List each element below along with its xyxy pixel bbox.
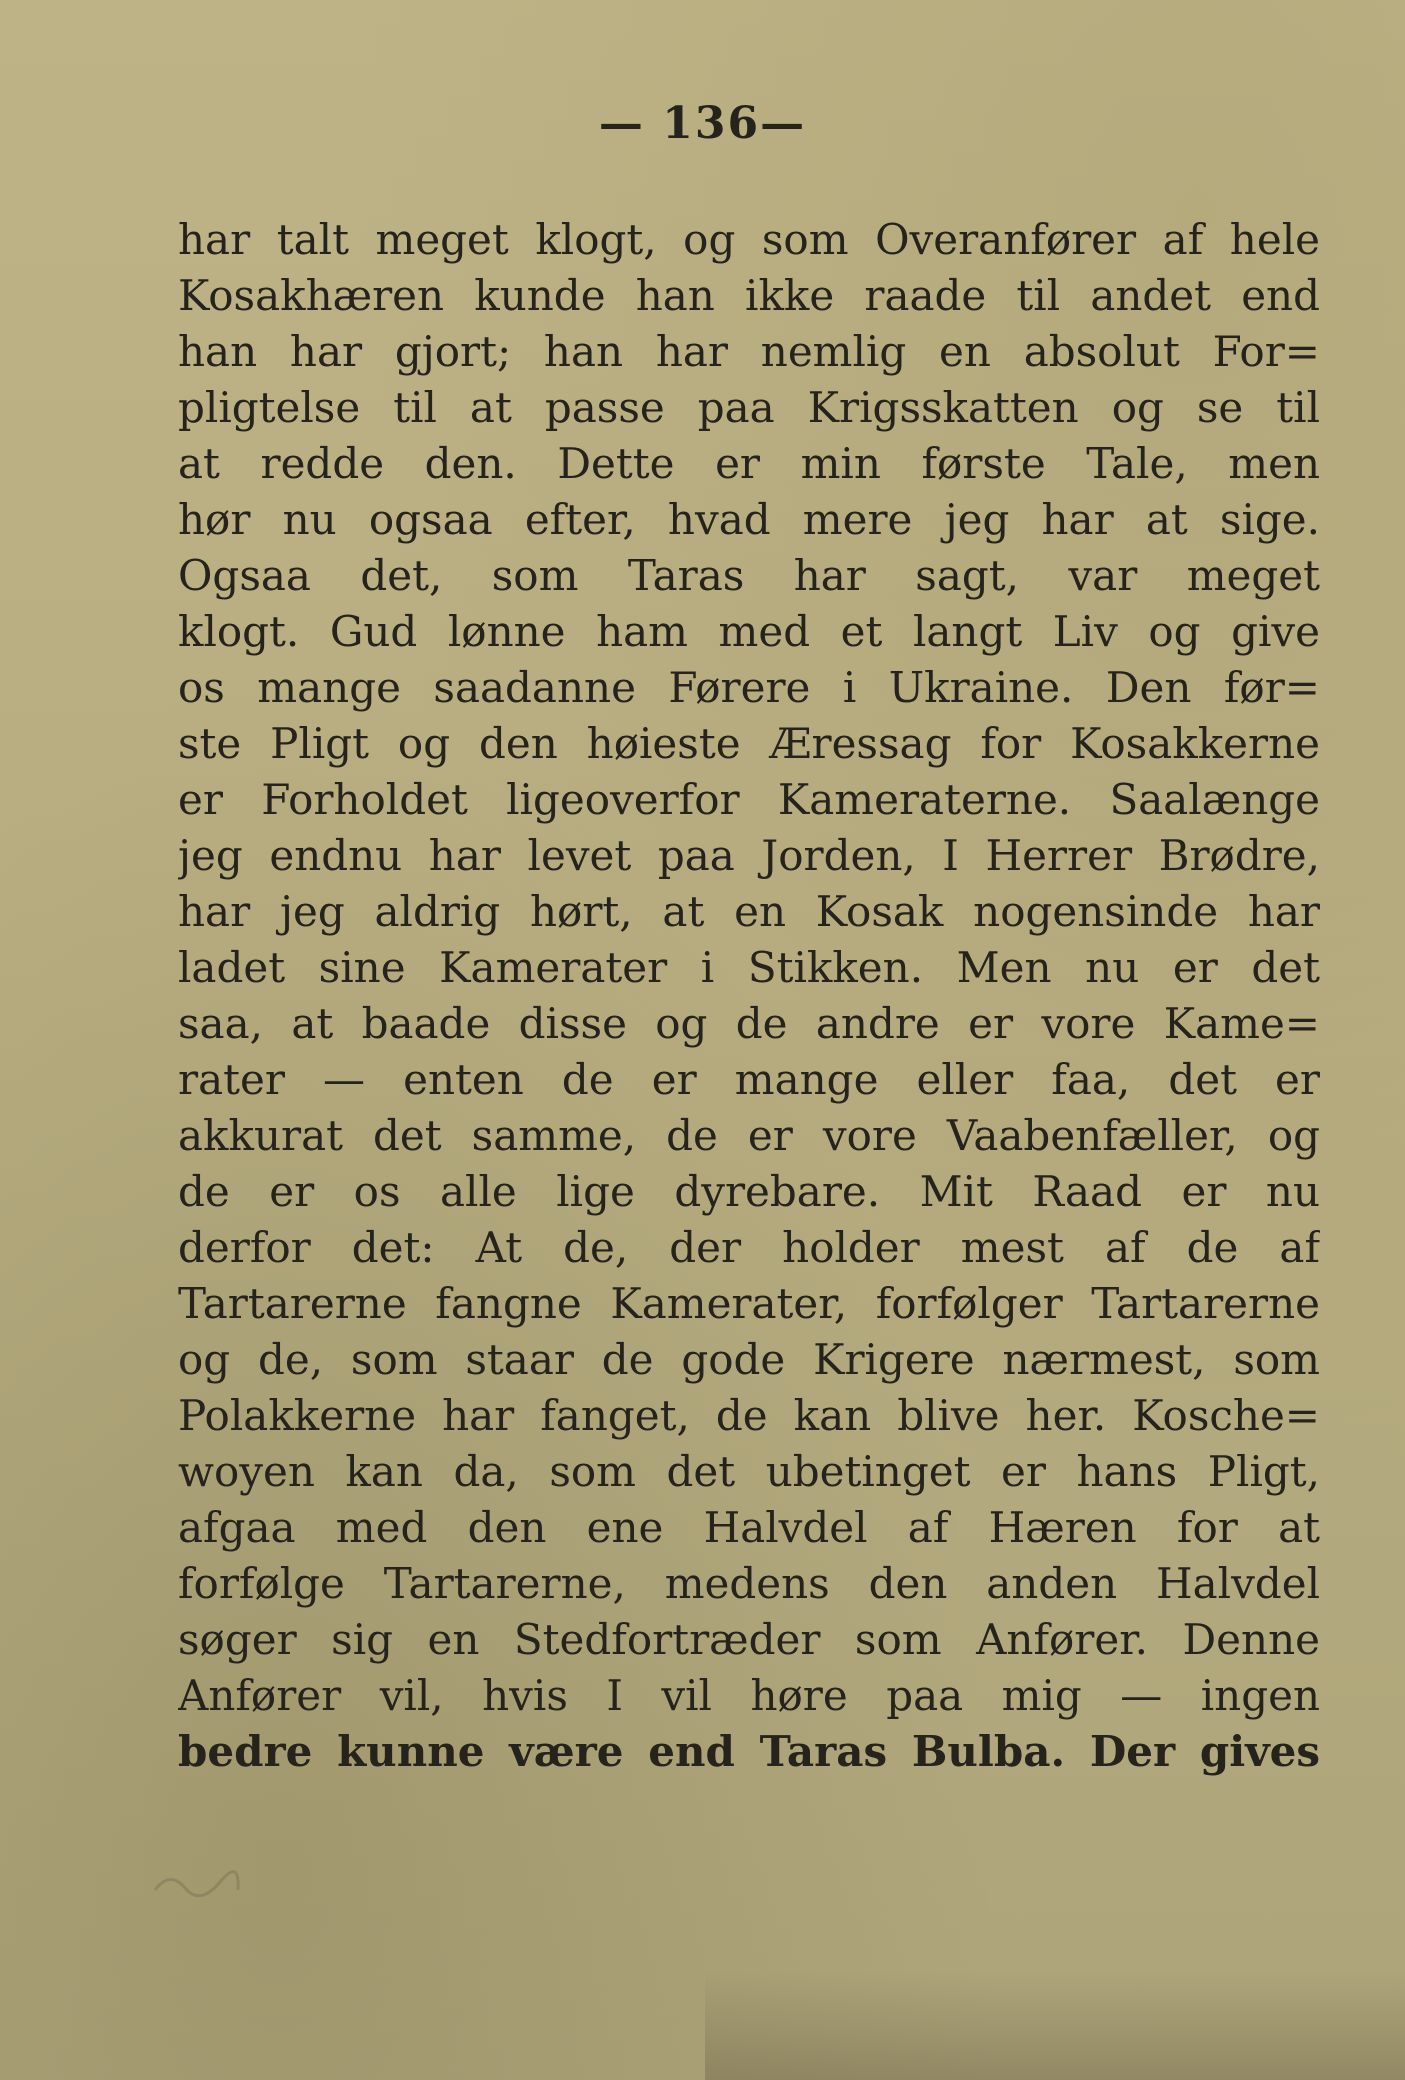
text-line: søger sig en Stedfortræder som Anfører. Denne xyxy=(178,1615,1320,1664)
text-line: han har gjort; han har nemlig en absolut For= xyxy=(178,327,1320,376)
text-line: saa, at baade disse og de andre er vore Kame= xyxy=(178,999,1320,1048)
text-line: klogt. Gud lønne ham med et langt Liv og give xyxy=(178,607,1320,656)
body-text xyxy=(178,212,1320,1780)
page-number: — 136— xyxy=(598,98,807,149)
text-line: Ogsaa det, som Taras har sagt, var meget xyxy=(178,551,1320,600)
text-line: Tartarerne fangne Kamerater, forfølger Tartarerne xyxy=(178,1279,1320,1328)
text-line: Kosakhæren kunde han ikke raade til andet end xyxy=(178,271,1320,320)
text-line: har talt meget klogt, og som Overanfører af hele xyxy=(178,215,1320,264)
text-line: os mange saadanne Førere i Ukraine. Den før= xyxy=(178,663,1320,712)
text-line: ste Pligt og den høieste Æressag for Kosakkerne xyxy=(178,719,1320,768)
text-line: woyen kan da, som det ubetinget er hans Pligt, xyxy=(178,1447,1320,1496)
text-line: pligtelse til at passe paa Krigsskatten og se til xyxy=(178,383,1320,432)
text-line: jeg endnu har levet paa Jorden, I Herrer Brødre, xyxy=(178,831,1320,880)
text-line: akkurat det samme, de er vore Vaabenfæller, og xyxy=(178,1111,1320,1160)
text-line: afgaa med den ene Halvdel af Hæren for at xyxy=(178,1503,1320,1552)
faded-stamp-mark xyxy=(150,1860,240,1900)
text-line: derfor det: At de, der holder mest af de af xyxy=(178,1223,1320,1272)
text-line: har jeg aldrig hørt, at en Kosak nogensinde har xyxy=(178,887,1320,936)
text-line: bedre kunne være end Taras Bulba. Der gives xyxy=(178,1727,1320,1776)
text-line: og de, som staar de gode Krigere nærmest, som xyxy=(178,1335,1320,1384)
text-line: at redde den. Dette er min første Tale, men xyxy=(178,439,1320,488)
text-line: hør nu ogsaa efter, hvad mere jeg har at sige. xyxy=(178,495,1320,544)
page-edge-shadow xyxy=(705,1970,1405,2080)
text-line: forfølge Tartarerne, medens den anden Halvdel xyxy=(178,1559,1320,1608)
text-line: Polakkerne har fanget, de kan blive her. Kosche= xyxy=(178,1391,1320,1440)
text-line: de er os alle lige dyrebare. Mit Raad er nu xyxy=(178,1167,1320,1216)
text-line: ladet sine Kamerater i Stikken. Men nu er det xyxy=(178,943,1320,992)
text-line: Anfører vil, hvis I vil høre paa mig — ingen xyxy=(178,1671,1320,1720)
text-line: rater — enten de er mange eller faa, det er xyxy=(178,1055,1320,1104)
text-line: er Forholdet ligeoverfor Kameraterne. Saalænge xyxy=(178,775,1320,824)
